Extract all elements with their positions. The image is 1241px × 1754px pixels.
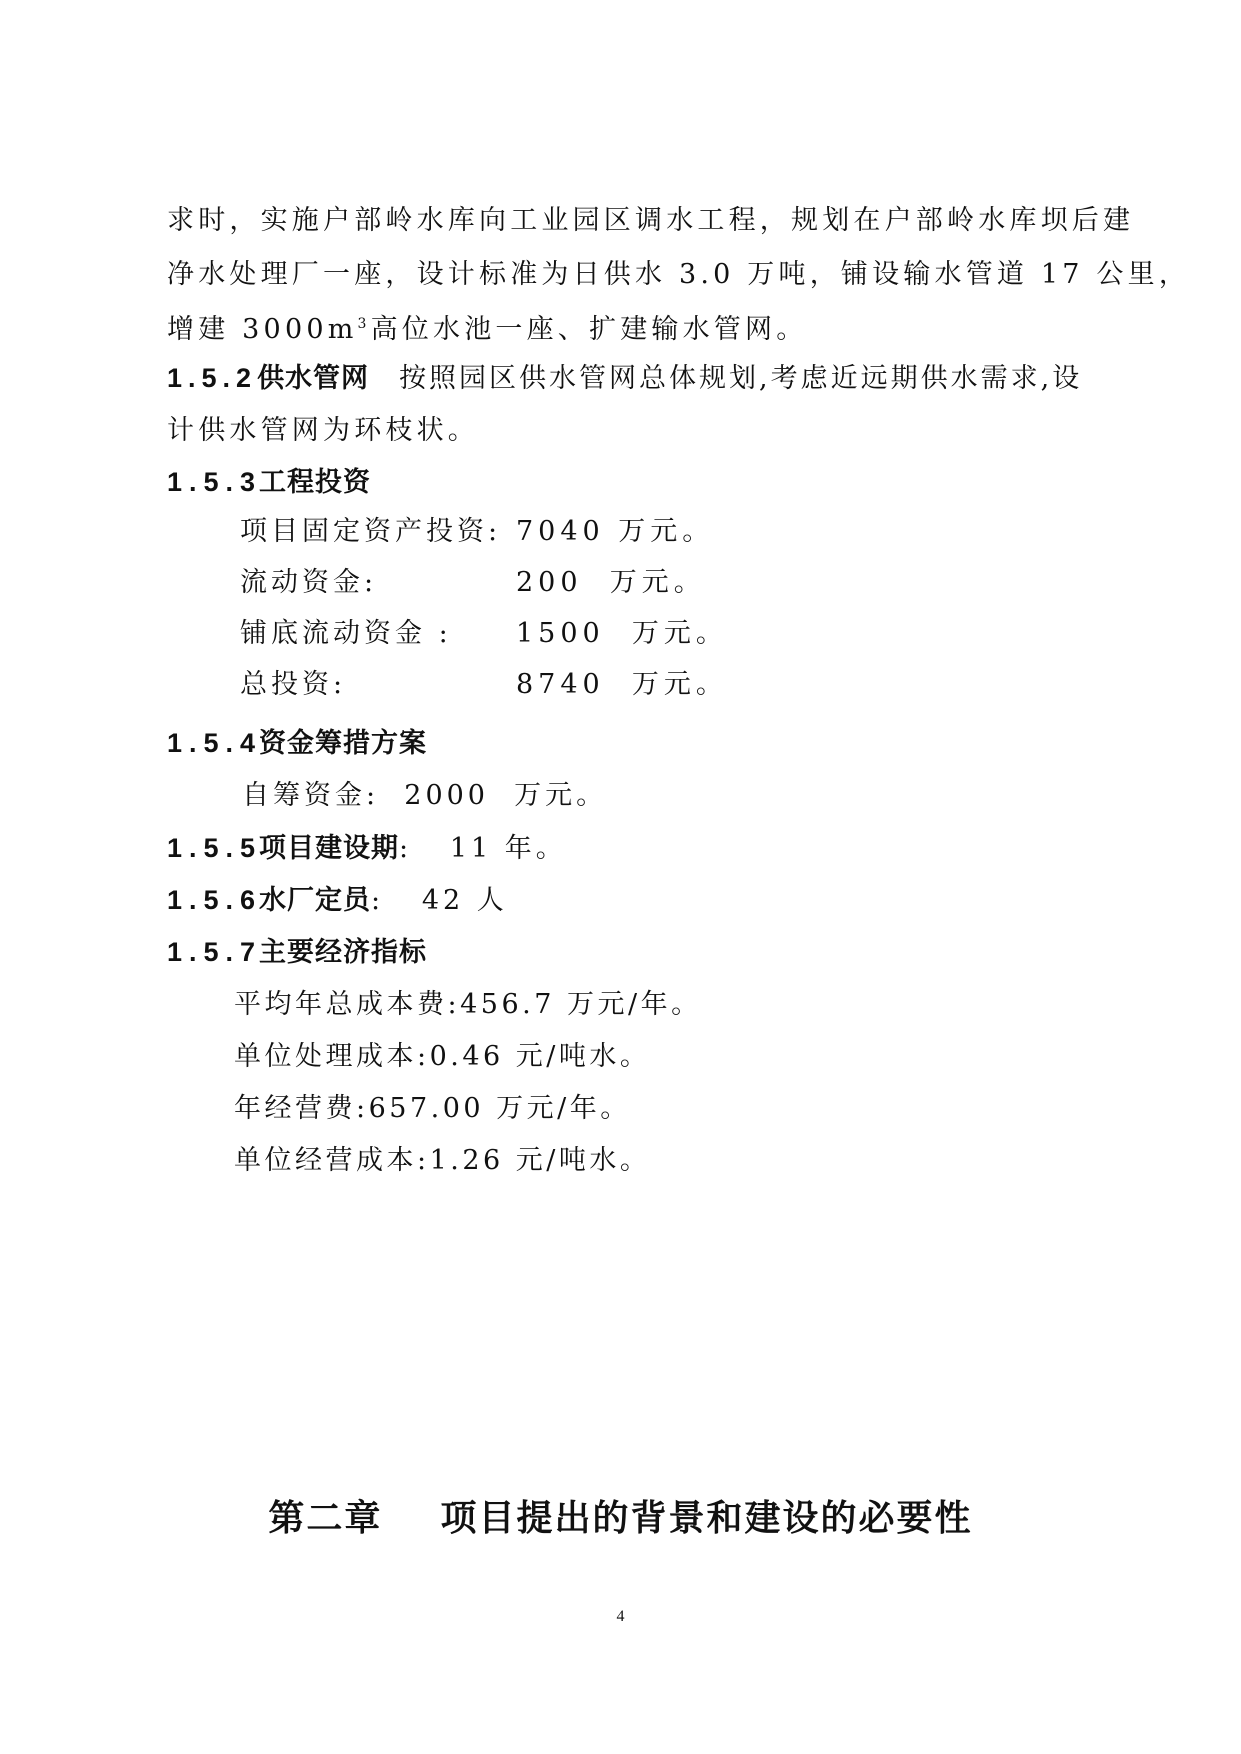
section-text-continued: 计供水管网为环枝状。 (167, 415, 479, 446)
section-title: 项目建设期 (259, 833, 399, 864)
investment-label: 总投资: (240, 669, 347, 700)
investment-value: 7040 万元。 (516, 516, 715, 547)
investment-value: 200 万元。 (516, 567, 706, 598)
funding-line: 自筹资金: 2000 万元。 (242, 780, 608, 811)
section-number: 1.5.3 (167, 467, 263, 497)
investment-label: 流动资金: (240, 567, 378, 598)
section-value: : 42 人 (371, 885, 508, 916)
section-title: 工程投资 (259, 467, 371, 498)
indicator-line: 平均年总成本费:456.7 万元/年。 (234, 989, 702, 1020)
section-1-5-2 (167, 361, 1082, 396)
chapter-title: 第二章 项目提出的背景和建设的必要性 (268, 1498, 973, 1539)
section-number: 1.5.7 (167, 937, 263, 967)
superscript: 3 (357, 316, 371, 332)
paragraph-text: 增建 3000m (167, 314, 358, 345)
paragraph-line (167, 313, 807, 347)
section-text: 按照园区供水管网总体规划,考虑近远期供水需求,设 (399, 363, 1083, 394)
indicator-line: 单位处理成本:0.46 元/吨水。 (234, 1041, 651, 1072)
investment-value: 8740 万元。 (516, 669, 728, 700)
paragraph-text: 高位水池一座、扩建输水管网。 (370, 314, 808, 345)
paragraph-line: 求时，实施户部岭水库向工业园区调水工程，规划在户部岭水库坝后建 (167, 205, 1135, 236)
section-1-5-3 (167, 465, 371, 500)
investment-label: 铺底流动资金 : (240, 618, 452, 649)
section-1-5-5 (167, 831, 567, 866)
section-number: 1.5.4 (167, 728, 263, 758)
section-1-5-7 (167, 935, 427, 970)
section-number: 1.5.2 (167, 363, 258, 393)
section-title: 供水管网 (257, 363, 370, 394)
investment-value: 1500 万元。 (516, 618, 728, 649)
page-number: 4 (616, 1608, 625, 1625)
section-value: : 11 年。 (399, 833, 567, 864)
indicator-line: 单位经营成本:1.26 元/吨水。 (234, 1145, 651, 1176)
section-1-5-6 (167, 883, 508, 918)
section-title: 主要经济指标 (259, 937, 427, 968)
section-title: 资金筹措方案 (259, 728, 427, 759)
section-title: 水厂定员 (259, 885, 371, 916)
paragraph-line: 净水处理厂一座，设计标准为日供水 3.0 万吨，铺设输水管道 17 公里， (167, 259, 1191, 290)
investment-label: 项目固定资产投资: (240, 516, 502, 547)
section-number: 1.5.5 (167, 833, 263, 863)
section-1-5-4 (167, 726, 427, 761)
section-number: 1.5.6 (167, 885, 263, 915)
indicator-line: 年经营费:657.00 万元/年。 (234, 1093, 631, 1124)
